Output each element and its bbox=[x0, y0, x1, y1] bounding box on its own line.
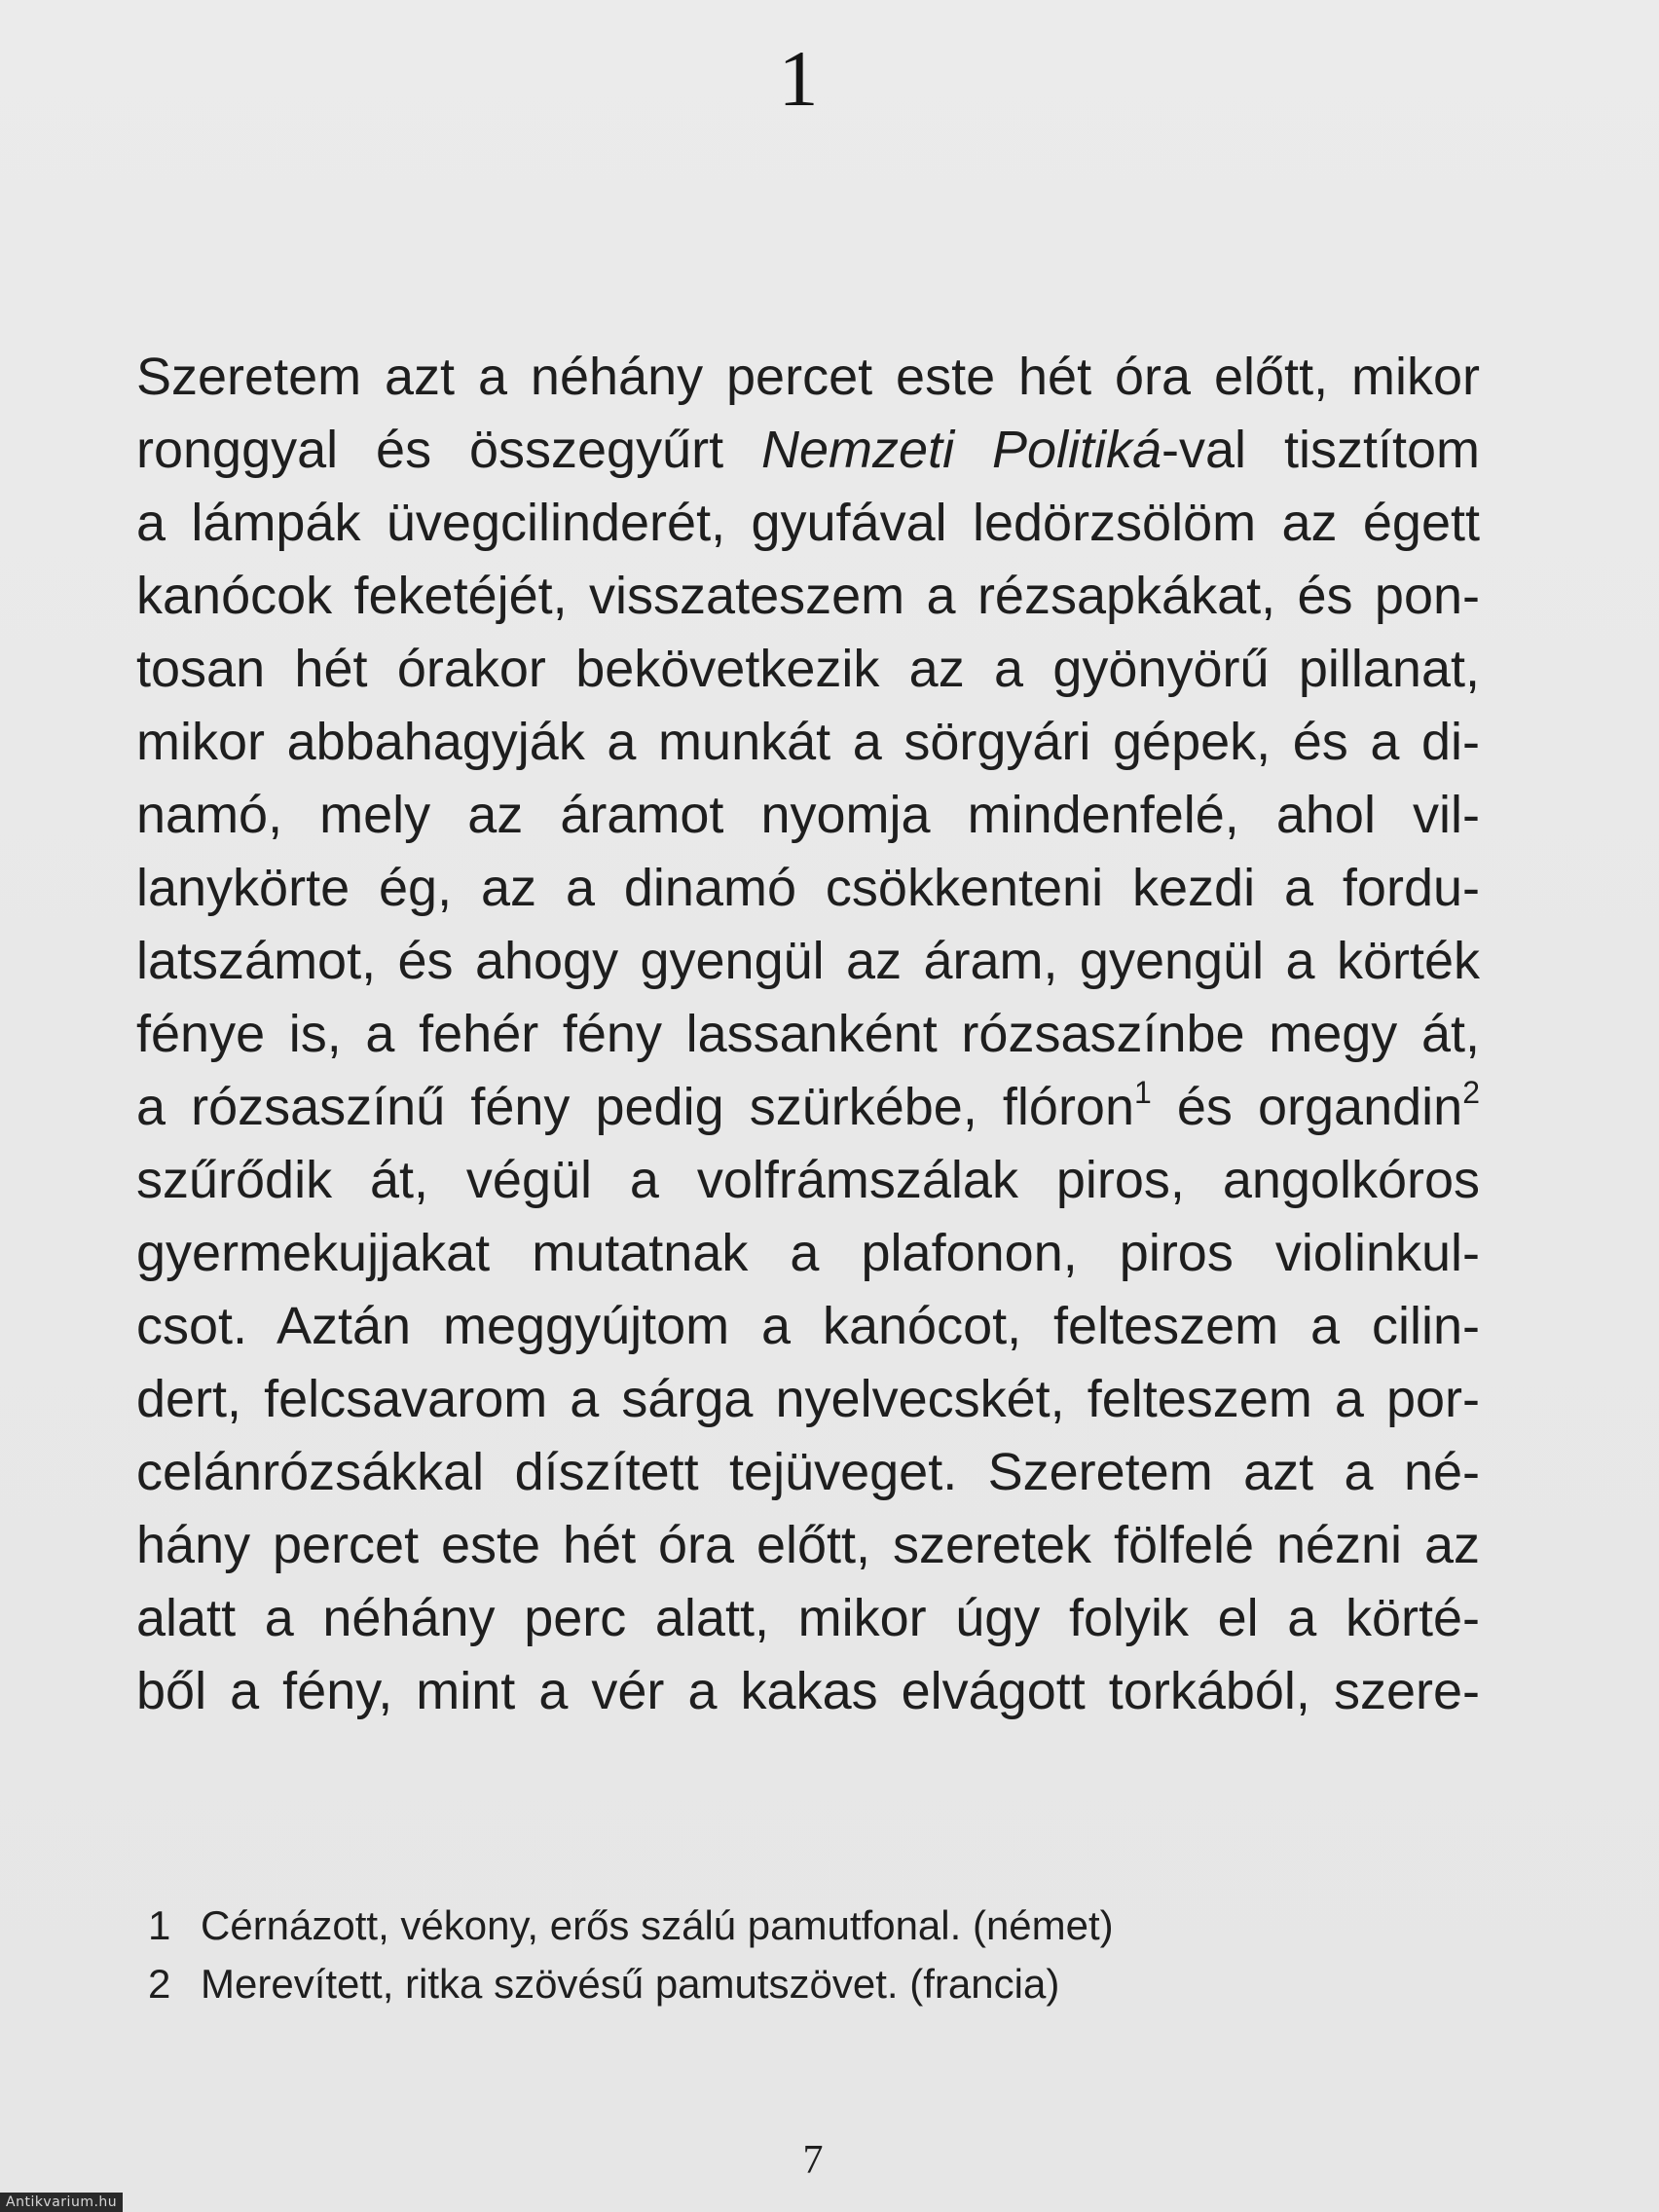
italic-title: Nemzeti Politiká bbox=[761, 421, 1162, 479]
footnotes bbox=[148, 1897, 1414, 2013]
footnote-number: 2 bbox=[148, 1961, 171, 2007]
footnote-number: 1 bbox=[148, 1902, 171, 1948]
text-line: tosan hét órakor bekövetkezik az a gyönyörű pillanat, bbox=[136, 640, 1480, 698]
text-line: ből a fény, mint a vér a kakas elvágott torkából, szere- bbox=[136, 1662, 1480, 1720]
text-line: csot. Aztán meggyújtom a kanócot, felteszem a cilin- bbox=[136, 1297, 1480, 1355]
text-line: szűrődik át, végül a volfrámszálak piros, angolkóros bbox=[136, 1151, 1480, 1209]
footnote-ref-2: 2 bbox=[1462, 1075, 1480, 1110]
text-line: lanykörte ég, az a dinamó csökkenteni kezdi a fordu- bbox=[136, 859, 1480, 917]
text-segment: -val tisztítom bbox=[1161, 421, 1480, 479]
text-line: dert, felcsavarom a sárga nyelvecskét, felteszem a por- bbox=[136, 1370, 1480, 1428]
text-line bbox=[136, 1071, 1480, 1144]
text-line: hány percet este hét óra előtt, szeretek fölfelé nézni az bbox=[136, 1516, 1480, 1574]
body-text bbox=[136, 341, 1480, 1728]
text-line: mikor abbahagyják a munkát a sörgyári gépek, és a di- bbox=[136, 713, 1480, 771]
page-number: 7 bbox=[802, 2138, 824, 2183]
text-line: fénye is, a fehér fény lassanként rózsaszínbe megy át, bbox=[136, 1005, 1480, 1063]
footnote-text: Merevített, ritka szövésű pamutszövet. (francia) bbox=[201, 1961, 1060, 2007]
text-line: celánrózsákkal díszített tejüveget. Szeretem azt a né- bbox=[136, 1443, 1480, 1501]
text-line: a lámpák üvegcilinderét, gyufával ledörzsölöm az égett bbox=[136, 494, 1480, 552]
text-line bbox=[136, 414, 1480, 487]
text-line: namó, mely az áramot nyomja mindenfelé, ahol vil- bbox=[136, 786, 1480, 844]
footnote-text: Cérnázott, vékony, erős szálú pamutfonal. (német) bbox=[201, 1902, 1114, 1948]
text-segment: a rózsaszínű fény pedig szürkébe, flóron bbox=[136, 1078, 1134, 1136]
footnote-ref-1: 1 bbox=[1134, 1075, 1152, 1110]
text-line: gyermekujjakat mutatnak a plafonon, piros violinkul- bbox=[136, 1224, 1480, 1282]
text-segment: ronggyal és összegyűrt bbox=[136, 421, 762, 479]
text-line: alatt a néhány perc alatt, mikor úgy folyik el a körté- bbox=[136, 1589, 1480, 1647]
text-segment: és organdin bbox=[1151, 1078, 1463, 1136]
text-line: latszámot, és ahogy gyengül az áram, gyengül a körték bbox=[136, 932, 1480, 990]
chapter-number: 1 bbox=[778, 34, 819, 123]
text-line: kanócok feketéjét, visszateszem a rézsapkákat, és pon- bbox=[136, 567, 1480, 625]
watermark: Antikvarium.hu bbox=[0, 2193, 123, 2212]
footnote bbox=[148, 1955, 1414, 2013]
footnote bbox=[148, 1897, 1414, 1955]
text-line: Szeretem azt a néhány percet este hét óra előtt, mikor bbox=[136, 348, 1480, 406]
